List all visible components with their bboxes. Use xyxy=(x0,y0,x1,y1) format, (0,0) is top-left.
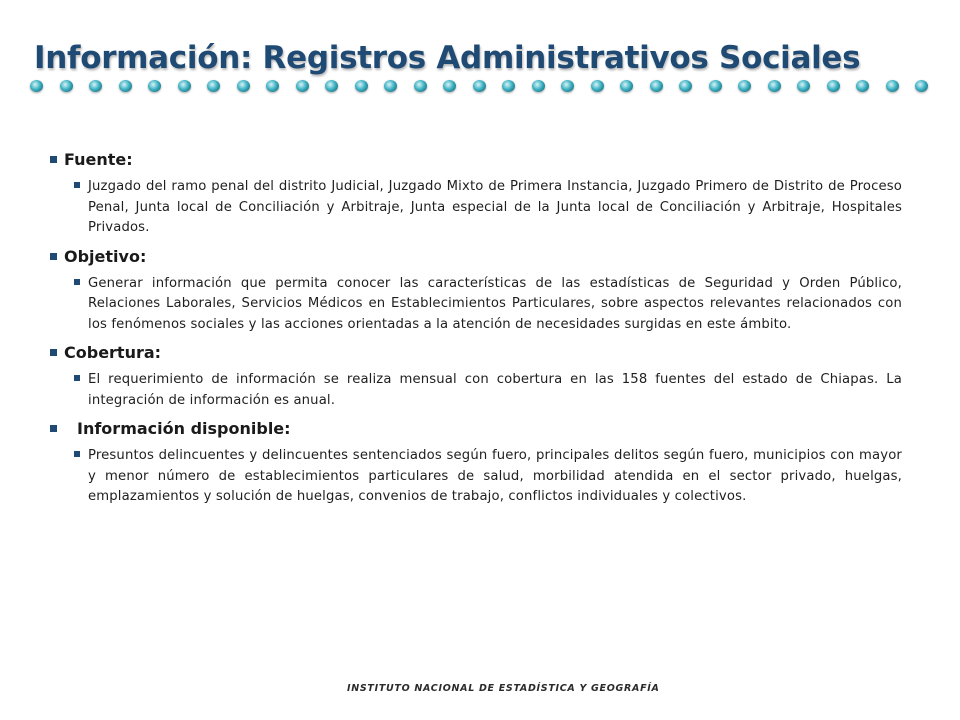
item-text: El requerimiento de información se realiza mensual con cobertura en las 158 fuentes del estado de Chiapas. La integración de información es anual. xyxy=(88,372,902,408)
decorative-dot-row xyxy=(30,80,935,94)
decorative-dot xyxy=(827,80,840,92)
decorative-dot xyxy=(30,80,43,92)
section-fuente xyxy=(50,150,902,239)
item-text: Generar información que permita conocer las características de las estadísticas de Seguridad y Orden Público, Relaciones Laborales, Servicios Médicos en Establecimientos Particulares, sobre aspectos relevantes relacionados con los fenómenos sociales y las acciones orientadas a la atención de necesidades surgidas en este ámbito. xyxy=(88,275,902,332)
decorative-dot xyxy=(797,80,810,92)
list-item xyxy=(74,177,902,239)
slide-title: Información: Registros Administrativos Sociales xyxy=(34,40,861,76)
section-heading xyxy=(50,419,902,438)
decorative-dot xyxy=(679,80,692,92)
decorative-dot xyxy=(915,80,928,92)
decorative-dot xyxy=(148,80,161,92)
heading-text: Información disponible: xyxy=(77,419,291,438)
decorative-dot xyxy=(591,80,604,92)
square-bullet-icon xyxy=(74,182,80,188)
decorative-dot xyxy=(296,80,309,92)
heading-text: Cobertura: xyxy=(64,343,162,362)
section-heading xyxy=(50,150,902,169)
decorative-dot xyxy=(119,80,132,92)
decorative-dot xyxy=(561,80,574,92)
decorative-dot xyxy=(384,80,397,92)
heading-text: Objetivo: xyxy=(64,246,147,266)
decorative-dot xyxy=(738,80,751,92)
square-bullet-icon xyxy=(74,451,80,457)
section-heading xyxy=(50,247,902,266)
decorative-dot xyxy=(532,80,545,92)
decorative-dot xyxy=(178,80,191,92)
square-bullet-icon xyxy=(74,375,80,381)
item-text: Juzgado del ramo penal del distrito Judicial, Juzgado Mixto de Primera Instancia, Juzgado Primero de Distrito de Proceso Penal, Junta local de Conciliación y Arbitraje, Junta especial de la Junta local de Conciliación y Arbitraje, Hospitales Privados. xyxy=(88,179,902,235)
section-heading xyxy=(50,343,902,362)
decorative-dot xyxy=(325,80,338,92)
decorative-dot xyxy=(502,80,515,92)
decorative-dot xyxy=(768,80,781,92)
list-item xyxy=(74,446,902,508)
footer-institution: INSTITUTO NACIONAL DE ESTADÍSTICA Y GEOGRAFÍA xyxy=(347,683,660,694)
decorative-dot xyxy=(620,80,633,92)
section-cobertura xyxy=(50,343,902,411)
decorative-dot xyxy=(414,80,427,92)
slide-content xyxy=(50,150,902,516)
item-text: Presuntos delincuentes y delincuentes sentenciados según fuero, principales delitos según fuero, municipios con mayor y menor número de establecimientos particulares de salud, morbilidad atendida en el sector privado, huelgas, emplazamientos y solución de huelgas, convenios de trabajo, conflictos individuales y colectivos. xyxy=(88,448,902,504)
decorative-dot xyxy=(856,80,869,92)
square-bullet-icon xyxy=(50,425,57,432)
section-informacion-disponible xyxy=(50,419,902,508)
square-bullet-icon xyxy=(50,156,57,163)
decorative-dot xyxy=(60,80,73,92)
decorative-dot xyxy=(355,80,368,92)
decorative-dot xyxy=(709,80,722,92)
square-bullet-icon xyxy=(74,279,80,285)
list-item xyxy=(74,274,902,336)
square-bullet-icon xyxy=(50,253,57,260)
decorative-dot xyxy=(237,80,250,92)
decorative-dot xyxy=(443,80,456,92)
decorative-dot xyxy=(886,80,899,92)
list-item xyxy=(74,370,902,411)
decorative-dot xyxy=(89,80,102,92)
section-objetivo xyxy=(50,247,902,336)
decorative-dot xyxy=(473,80,486,92)
decorative-dot xyxy=(207,80,220,92)
heading-text: Fuente: xyxy=(64,150,133,169)
decorative-dot xyxy=(266,80,279,92)
decorative-dot xyxy=(650,80,663,92)
square-bullet-icon xyxy=(50,349,57,356)
